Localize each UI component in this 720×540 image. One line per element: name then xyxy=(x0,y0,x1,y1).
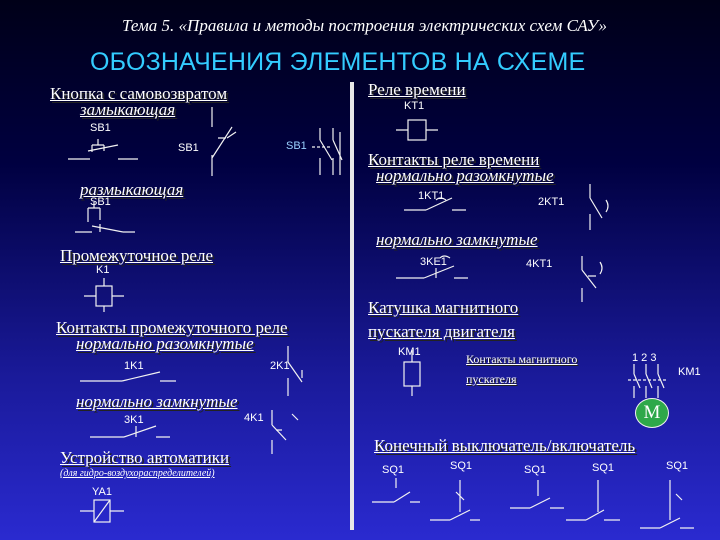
relay-heading: Промежуточное реле xyxy=(60,246,213,265)
3k1-label: 3K1 xyxy=(124,414,144,426)
limit-heading: Конечный выключатель/включатель xyxy=(374,436,636,455)
automatic-heading: Устройство автоматики xyxy=(60,448,230,467)
timer-contacts-no-label: нормально разомкнутые xyxy=(376,166,554,185)
sb-label-3: SB1 xyxy=(286,140,307,152)
2kt1-label: 2KT1 xyxy=(538,196,565,208)
sb1-label-1: SB1 xyxy=(90,122,111,134)
coil-heading-1: Катушка магнитного xyxy=(368,298,519,317)
solenoid-symbol xyxy=(80,500,124,522)
starter-contacts-symbol xyxy=(628,364,668,398)
km1-contacts-label: KM1 xyxy=(678,366,701,378)
button-nc-label: размыкающая xyxy=(80,180,184,199)
relay-contacts-nc-label: нормально замкнутые xyxy=(76,392,238,411)
timer-coil-symbol xyxy=(396,120,438,140)
sq1-label-2: SQ1 xyxy=(450,460,473,472)
sq1-label-3: SQ1 xyxy=(524,464,547,476)
sb1-label-2: SB1 xyxy=(178,142,199,154)
relay-contact-nc-vertical-symbol xyxy=(272,410,298,454)
button-no-label: замыкающая xyxy=(80,100,176,119)
km1-coil-label: KM1 xyxy=(398,346,421,358)
relay-contact-vertical-symbol xyxy=(288,346,302,396)
contacts-note-1: Контакты магнитного xyxy=(466,352,578,366)
sq1-label-5: SQ1 xyxy=(666,460,689,472)
timer-contacts-heading: Контакты реле времени xyxy=(368,150,540,169)
relay-contact-no-symbol xyxy=(80,372,176,381)
1kt1-label: 1KT1 xyxy=(418,190,445,202)
sq1-label-4: SQ1 xyxy=(592,462,615,474)
automatic-note: (для гидро-воздухораспределителей) xyxy=(60,468,215,479)
topic-line: Тема 5. «Правила и методы построения электрических схем САУ» xyxy=(122,16,608,35)
relay-contacts-heading: Контакты промежуточного реле xyxy=(56,318,288,337)
motor-symbol: M xyxy=(635,398,669,428)
relay-contact-nc-symbol xyxy=(90,426,170,437)
sq1-label-1: SQ1 xyxy=(382,464,405,476)
3kt1-label: 3KE1 xyxy=(420,256,447,268)
k1-label: K1 xyxy=(96,264,110,276)
relay-coil-symbol xyxy=(84,278,124,312)
timer-contact-vertical-symbol xyxy=(590,184,608,230)
pushbutton-vertical-symbol xyxy=(212,107,236,176)
column-divider xyxy=(350,82,354,530)
pushbutton-multipole-symbol xyxy=(312,128,342,175)
pushbutton-no-symbol xyxy=(68,139,138,159)
relay-contacts-no-label: нормально разомкнутые xyxy=(76,334,254,353)
timer-heading: Реле времени xyxy=(368,80,466,99)
page-title: ОБОЗНАЧЕНИЯ ЭЛЕМЕНТОВ НА СХЕМЕ xyxy=(90,48,586,76)
sb1-label-4: SB1 xyxy=(90,196,111,208)
coil-heading-2: пускателя двигателя xyxy=(368,322,515,341)
1k1-label: 1K1 xyxy=(124,360,144,372)
2k1-label: 2K1 xyxy=(270,360,290,372)
limit-switch-symbols xyxy=(372,478,694,528)
kt1-label: KT1 xyxy=(404,100,425,112)
contacts-note-2: пускателя xyxy=(466,372,517,386)
4kt1-label: 4KT1 xyxy=(526,258,553,270)
4k1-label: 4K1 xyxy=(244,412,264,424)
phase-numbers: 1 2 3 xyxy=(632,352,657,364)
button-heading: Кнопка с самовозвратом xyxy=(50,84,228,103)
ya1-label: YA1 xyxy=(92,486,112,498)
timer-contacts-nc-label: нормально замкнутые xyxy=(376,230,538,249)
timer-contact-nc-vertical-symbol xyxy=(582,256,602,302)
